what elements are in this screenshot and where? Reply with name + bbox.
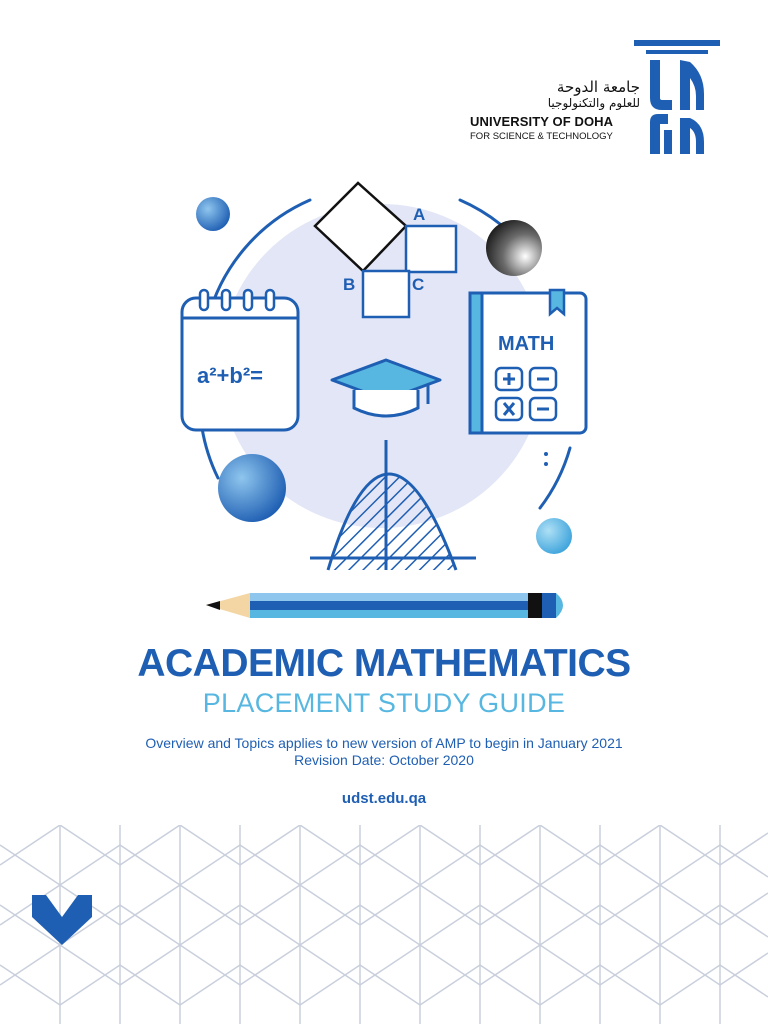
logo-english-name: UNIVERSITY OF DOHA [470,114,614,129]
geometric-pattern [0,825,768,1024]
overview-line-1: Overview and Topics applies to new version of AMP to begin in January 2021 [145,735,623,751]
university-logo [470,38,730,158]
vertex-a-label: A [413,205,426,224]
math-book-icon [470,290,586,433]
revision-date: Revision Date: October 2020 [294,752,474,768]
logo-arabic-name: جامعة الدوحة [556,78,640,96]
cover-subtitle: PLACEMENT STUDY GUIDE [202,688,566,718]
logo-english-subname: FOR SCIENCE & TECHNOLOGY [470,131,613,142]
logo-wordmark [470,78,640,142]
logo-arabic-subname: للعلوم والتكنولوجيا [547,96,640,110]
orbit-arc-icon [540,448,570,508]
brand-chevron-icon [32,895,92,945]
calendar-icon [182,290,298,430]
calendar-formula: a²+b²= [197,363,264,388]
sphere-icon [196,197,230,231]
vertex-c-label: C [412,275,425,294]
vertex-b-label: B [343,275,356,294]
sphere-icon [218,454,286,522]
orbit-arc-icon [460,200,500,224]
book-label: MATH [498,333,555,355]
overview-text [0,735,768,769]
orbit-arc-icon [202,428,218,478]
cover-title: ACADEMIC MATHEMATICS [137,642,631,685]
website-link[interactable]: udst.edu.qa [341,790,427,807]
sphere-icon [536,518,572,554]
university-emblem-icon [634,38,720,156]
pencil-icon [206,593,563,618]
sphere-icon [486,220,542,276]
math-illustration [160,178,600,628]
